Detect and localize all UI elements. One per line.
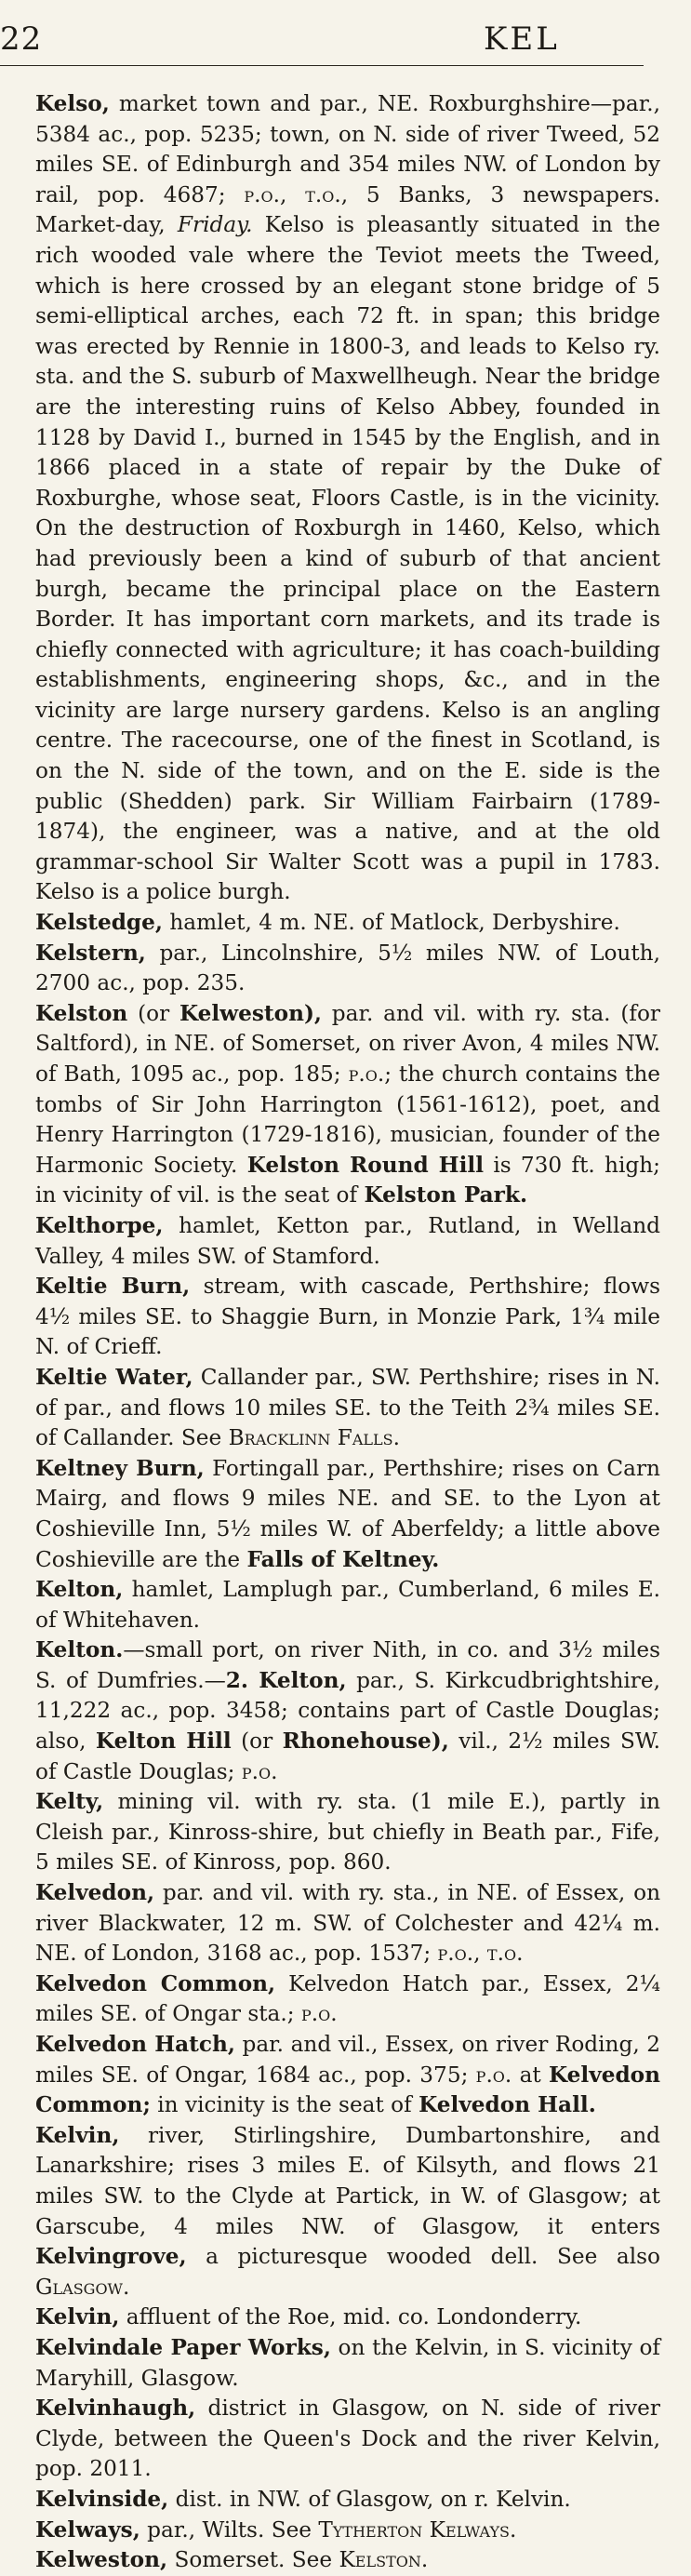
entry-text: market town and par., NE. Roxburghshire—par., 5384 ac., pop. 5235; town, on N. side of river Tweed, 52 miles SE. of Edinburgh and 354 miles NW. of London by rail, pop. 4687; bbox=[35, 91, 660, 207]
gazetteer-entry bbox=[35, 2302, 660, 2333]
entry-text: (or bbox=[127, 1000, 179, 1026]
entry-headword: Keltney Burn, bbox=[35, 1455, 205, 1481]
entry-headword: Kelstedge, bbox=[35, 910, 163, 936]
entry-small-caps: Bracklinn Falls. bbox=[228, 1425, 401, 1451]
entry-bold-term: 2. Kelton, bbox=[225, 1667, 347, 1693]
entry-small-caps: Glasgow. bbox=[35, 2274, 130, 2300]
entry-text: hamlet, 4 m. NE. of Matlock, Derbyshire. bbox=[162, 910, 620, 936]
gazetteer-entry bbox=[35, 2485, 660, 2516]
gazetteer-entry bbox=[35, 999, 660, 1211]
entry-text: par. and vil. with ry. sta. (for Saltford), in NE. of Somerset, on river Avon, 4 miles NW. of Bath, 1095 ac., pop. 185; bbox=[35, 1000, 660, 1087]
entry-text: ; the church contains the tombs of Sir John Harrington (1561-1612), poet, and Henry Harrington (1729-1816), musician, founder of the Harmonic Society. bbox=[35, 1061, 660, 1178]
entry-text: a picturesque wooded dell. See also bbox=[186, 2244, 660, 2270]
gazetteer-entry bbox=[35, 1878, 660, 1969]
gazetteer-entry bbox=[35, 89, 660, 908]
entry-headword: Kelweston, bbox=[35, 2547, 168, 2573]
entry-text: , 5 Banks, 3 newspapers. Market-day, bbox=[35, 181, 660, 238]
entry-small-caps: p.o. bbox=[300, 2001, 338, 2027]
entry-small-caps: t.o. bbox=[305, 181, 341, 207]
entry-bold-term: Kelvedon Hall. bbox=[419, 2092, 596, 2118]
entry-text: vil., 2½ miles SW. of Castle Douglas; bbox=[35, 1728, 660, 1784]
entry-text: hamlet, Ketton par., Rutland, in Welland Valley, 4 miles SW. of Stamford. bbox=[35, 1212, 660, 1269]
entry-headword: Kelvinhaugh, bbox=[35, 2396, 196, 2422]
entry-small-caps: p.o. bbox=[437, 1941, 474, 1967]
entry-text: stream, with cascade, Perthshire; flows 4½ miles SE. to Shaggie Burn, in Monzie Park, 1¾ mile N. of Crieff. bbox=[35, 1274, 660, 1360]
entry-bold-term: Kelston Park. bbox=[364, 1182, 528, 1208]
gazetteer-entry bbox=[35, 939, 660, 999]
entry-text: affluent of the Roe, mid. co. Londonderry. bbox=[119, 2304, 582, 2330]
entry-headword: Kelthorpe, bbox=[35, 1212, 164, 1238]
entry-headword: Kelty, bbox=[35, 1789, 104, 1815]
entry-headword: Kelston bbox=[35, 1000, 128, 1026]
gazetteer-entry bbox=[35, 1787, 660, 1878]
entry-italic: Friday. bbox=[177, 212, 253, 238]
gazetteer-entry bbox=[35, 2333, 660, 2394]
entry-text: is 730 ft. high; in vicinity of vil. is the seat of bbox=[35, 1152, 660, 1208]
entry-small-caps: p.o. bbox=[475, 2062, 512, 2088]
gazetteer-entry bbox=[35, 2516, 660, 2546]
entry-headword: Kelso, bbox=[35, 91, 110, 116]
entry-text: —small port, on river Nith, in co. and 3½ miles S. of Dumfries.— bbox=[35, 1637, 660, 1693]
entry-headword: Kelways, bbox=[35, 2516, 140, 2543]
gazetteer-entry bbox=[35, 1272, 660, 1363]
entry-bold-term: Kelvingrove, bbox=[35, 2244, 187, 2270]
entry-text: Kelso is pleasantly situated in the rich wooded vale where the Teviot meets the Tweed, which is here crossed by an elegant stone bridge of 5 semi-elliptical arches, each 72 ft. in span; this bridge was erected by Rennie in 1800-3, and leads to Kelso ry. sta. and the S. suburb of Maxwellheugh. Near the bridge are the interesting ruins of Kelso Abbey, founded in 1128 by David I., burned in 1545 by the English, and in 1866 placed in a state of repair by the Duke of Roxburghe, whose seat, Floors Castle, is in the vicinity. On the destruction of Roxburgh in 1460, Kelso, which had previously been a kind of suburb of that ancient burgh, became the principal place on the Eastern Border. It has important corn markets, and its trade is chiefly connected with agriculture; it has coach-building establishments, engineering shops, &c., and in the vicinity are large nursery gardens. Kelso is an angling centre. The racecourse, one of the finest in Scotland, is on the N. side of the town, and on the E. side is the public (Shedden) park. Sir William Fairbairn (1789-1874), the engineer, was a native, and at the old grammar-school Sir Walter Scott was a pupil in 1783. Kelso is a police burgh. bbox=[35, 212, 660, 905]
entry-text: at bbox=[512, 2062, 550, 2088]
gazetteer-entry bbox=[35, 1635, 660, 1787]
entry-text: par., Lincolnshire, 5½ miles NW. of Louth, 2700 ac., pop. 235. bbox=[35, 940, 660, 996]
entry-bold-term: Kelvedon Common; bbox=[35, 2062, 660, 2118]
entry-text: (or bbox=[231, 1728, 283, 1755]
running-head: KEL bbox=[484, 20, 560, 58]
entry-bold-term: Falls of Keltney. bbox=[246, 1546, 440, 1572]
entry-headword: Kelstern, bbox=[35, 940, 146, 966]
entry-headword: Kelvin, bbox=[35, 2304, 120, 2330]
gazetteer-entry bbox=[35, 1575, 660, 1635]
entry-small-caps: Kelston. bbox=[339, 2547, 429, 2573]
entry-small-caps: t.o. bbox=[486, 1941, 524, 1967]
entry-text: mining vil. with ry. sta. (1 mile E.), partly in Cleish par., Kinross-shire, but chiefly in Beath par., Fife, 5 miles SE. of Kinross, pop. 860. bbox=[35, 1789, 660, 1875]
entry-text: hamlet, Lamplugh par., Cumberland, 6 miles E. of Whitehaven. bbox=[35, 1577, 660, 1633]
entry-headword: Kelvindale Paper Works, bbox=[35, 2334, 331, 2360]
entry-bold-term: Rhonehouse), bbox=[282, 1728, 449, 1755]
entry-text: on the Kelvin, in S. vicinity of Maryhill, Glasgow. bbox=[35, 2334, 660, 2391]
gazetteer-entry bbox=[35, 908, 660, 939]
entry-text: Somerset. See bbox=[167, 2547, 339, 2573]
entry-bold-term: Kelweston), bbox=[179, 1000, 323, 1026]
entry-text: Fortingall par., Perthshire; rises on Carn Mairg, and flows 9 miles NE. and SE. to the Lyon at Coshieville Inn, 5½ miles W. of Aberfeldy; a little above Coshieville are the bbox=[35, 1455, 660, 1572]
entry-small-caps: p.o. bbox=[348, 1061, 385, 1087]
entry-small-caps: Tytherton Kelways. bbox=[318, 2516, 517, 2543]
entry-headword: Kelton. bbox=[35, 1637, 124, 1663]
entry-text: par., Wilts. See bbox=[140, 2516, 319, 2543]
entry-bold-term: Kelston Round Hill bbox=[246, 1152, 485, 1178]
entry-headword: Kelvinside, bbox=[35, 2486, 169, 2512]
gazetteer-entries bbox=[35, 89, 660, 2576]
entry-text: dist. in NW. of Glasgow, on r. Kelvin. bbox=[168, 2486, 571, 2512]
gazetteer-entry bbox=[35, 1211, 660, 1272]
entry-headword: Kelvedon Hatch, bbox=[35, 2032, 235, 2057]
entry-text: river, Stirlingshire, Dumbartonshire, and Lanarkshire; rises 3 miles E. of Kilsyth, and flows 21 miles SW. to the Clyde at Partick, in W. of Glasgow; at Garscube, 4 miles NW. of Glasgow, it enters bbox=[35, 2122, 660, 2239]
entry-headword: Kelton, bbox=[35, 1577, 124, 1603]
entry-text: , bbox=[473, 1941, 487, 1967]
entry-text: , bbox=[280, 181, 306, 207]
gazetteer-entry bbox=[35, 1363, 660, 1454]
entry-small-caps: p.o. bbox=[241, 1758, 278, 1784]
entry-text: par. and vil. with ry. sta., in NE. of Essex, on river Blackwater, 12 m. SW. of Colchester and 42¼ m. NE. of London, 3168 ac., pop. 1537; bbox=[35, 1880, 660, 1967]
gazetteer-entry bbox=[35, 2030, 660, 2121]
gazetteer-entry bbox=[35, 2394, 660, 2485]
entry-headword: Kelvedon, bbox=[35, 1880, 155, 1906]
gazetteer-entry bbox=[35, 1454, 660, 1575]
entry-headword: Keltie Burn, bbox=[35, 1274, 191, 1300]
page-number: 22 bbox=[0, 20, 43, 58]
entry-text: Callander par., SW. Perthshire; rises in N. of par., and flows 10 miles SE. to the Teith 2¾ miles SE. of Callander. See bbox=[35, 1364, 660, 1451]
entry-headword: Kelvedon Common, bbox=[35, 1970, 276, 1996]
entry-text: par. and vil., Essex, on river Roding, 2 miles SE. of Ongar, 1684 ac., pop. 375; bbox=[35, 2032, 660, 2088]
entry-headword: Keltie Water, bbox=[35, 1364, 193, 1390]
entry-text: district in Glasgow, on N. side of river Clyde, between the Queen's Dock and the river Kelvin, pop. 2011. bbox=[35, 2396, 660, 2482]
gazetteer-entry bbox=[35, 2545, 660, 2576]
entry-small-caps: p.o. bbox=[244, 181, 281, 207]
entry-text: in vicinity is the seat of bbox=[150, 2092, 419, 2118]
entry-text: Kelvedon Hatch par., Essex, 2¼ miles SE. of Ongar sta.; bbox=[35, 1970, 660, 2027]
gazetteer-entry bbox=[35, 2121, 660, 2303]
entry-bold-term: Kelton Hill bbox=[95, 1728, 232, 1755]
header-rule bbox=[0, 65, 644, 66]
gazetteer-entry bbox=[35, 1969, 660, 2030]
entry-text: par., S. Kirkcudbrightshire, 11,222 ac., pop. 3458; contains part of Castle Douglas; also, bbox=[35, 1667, 660, 1755]
entry-headword: Kelvin, bbox=[35, 2122, 120, 2148]
page-header bbox=[0, 4, 670, 56]
